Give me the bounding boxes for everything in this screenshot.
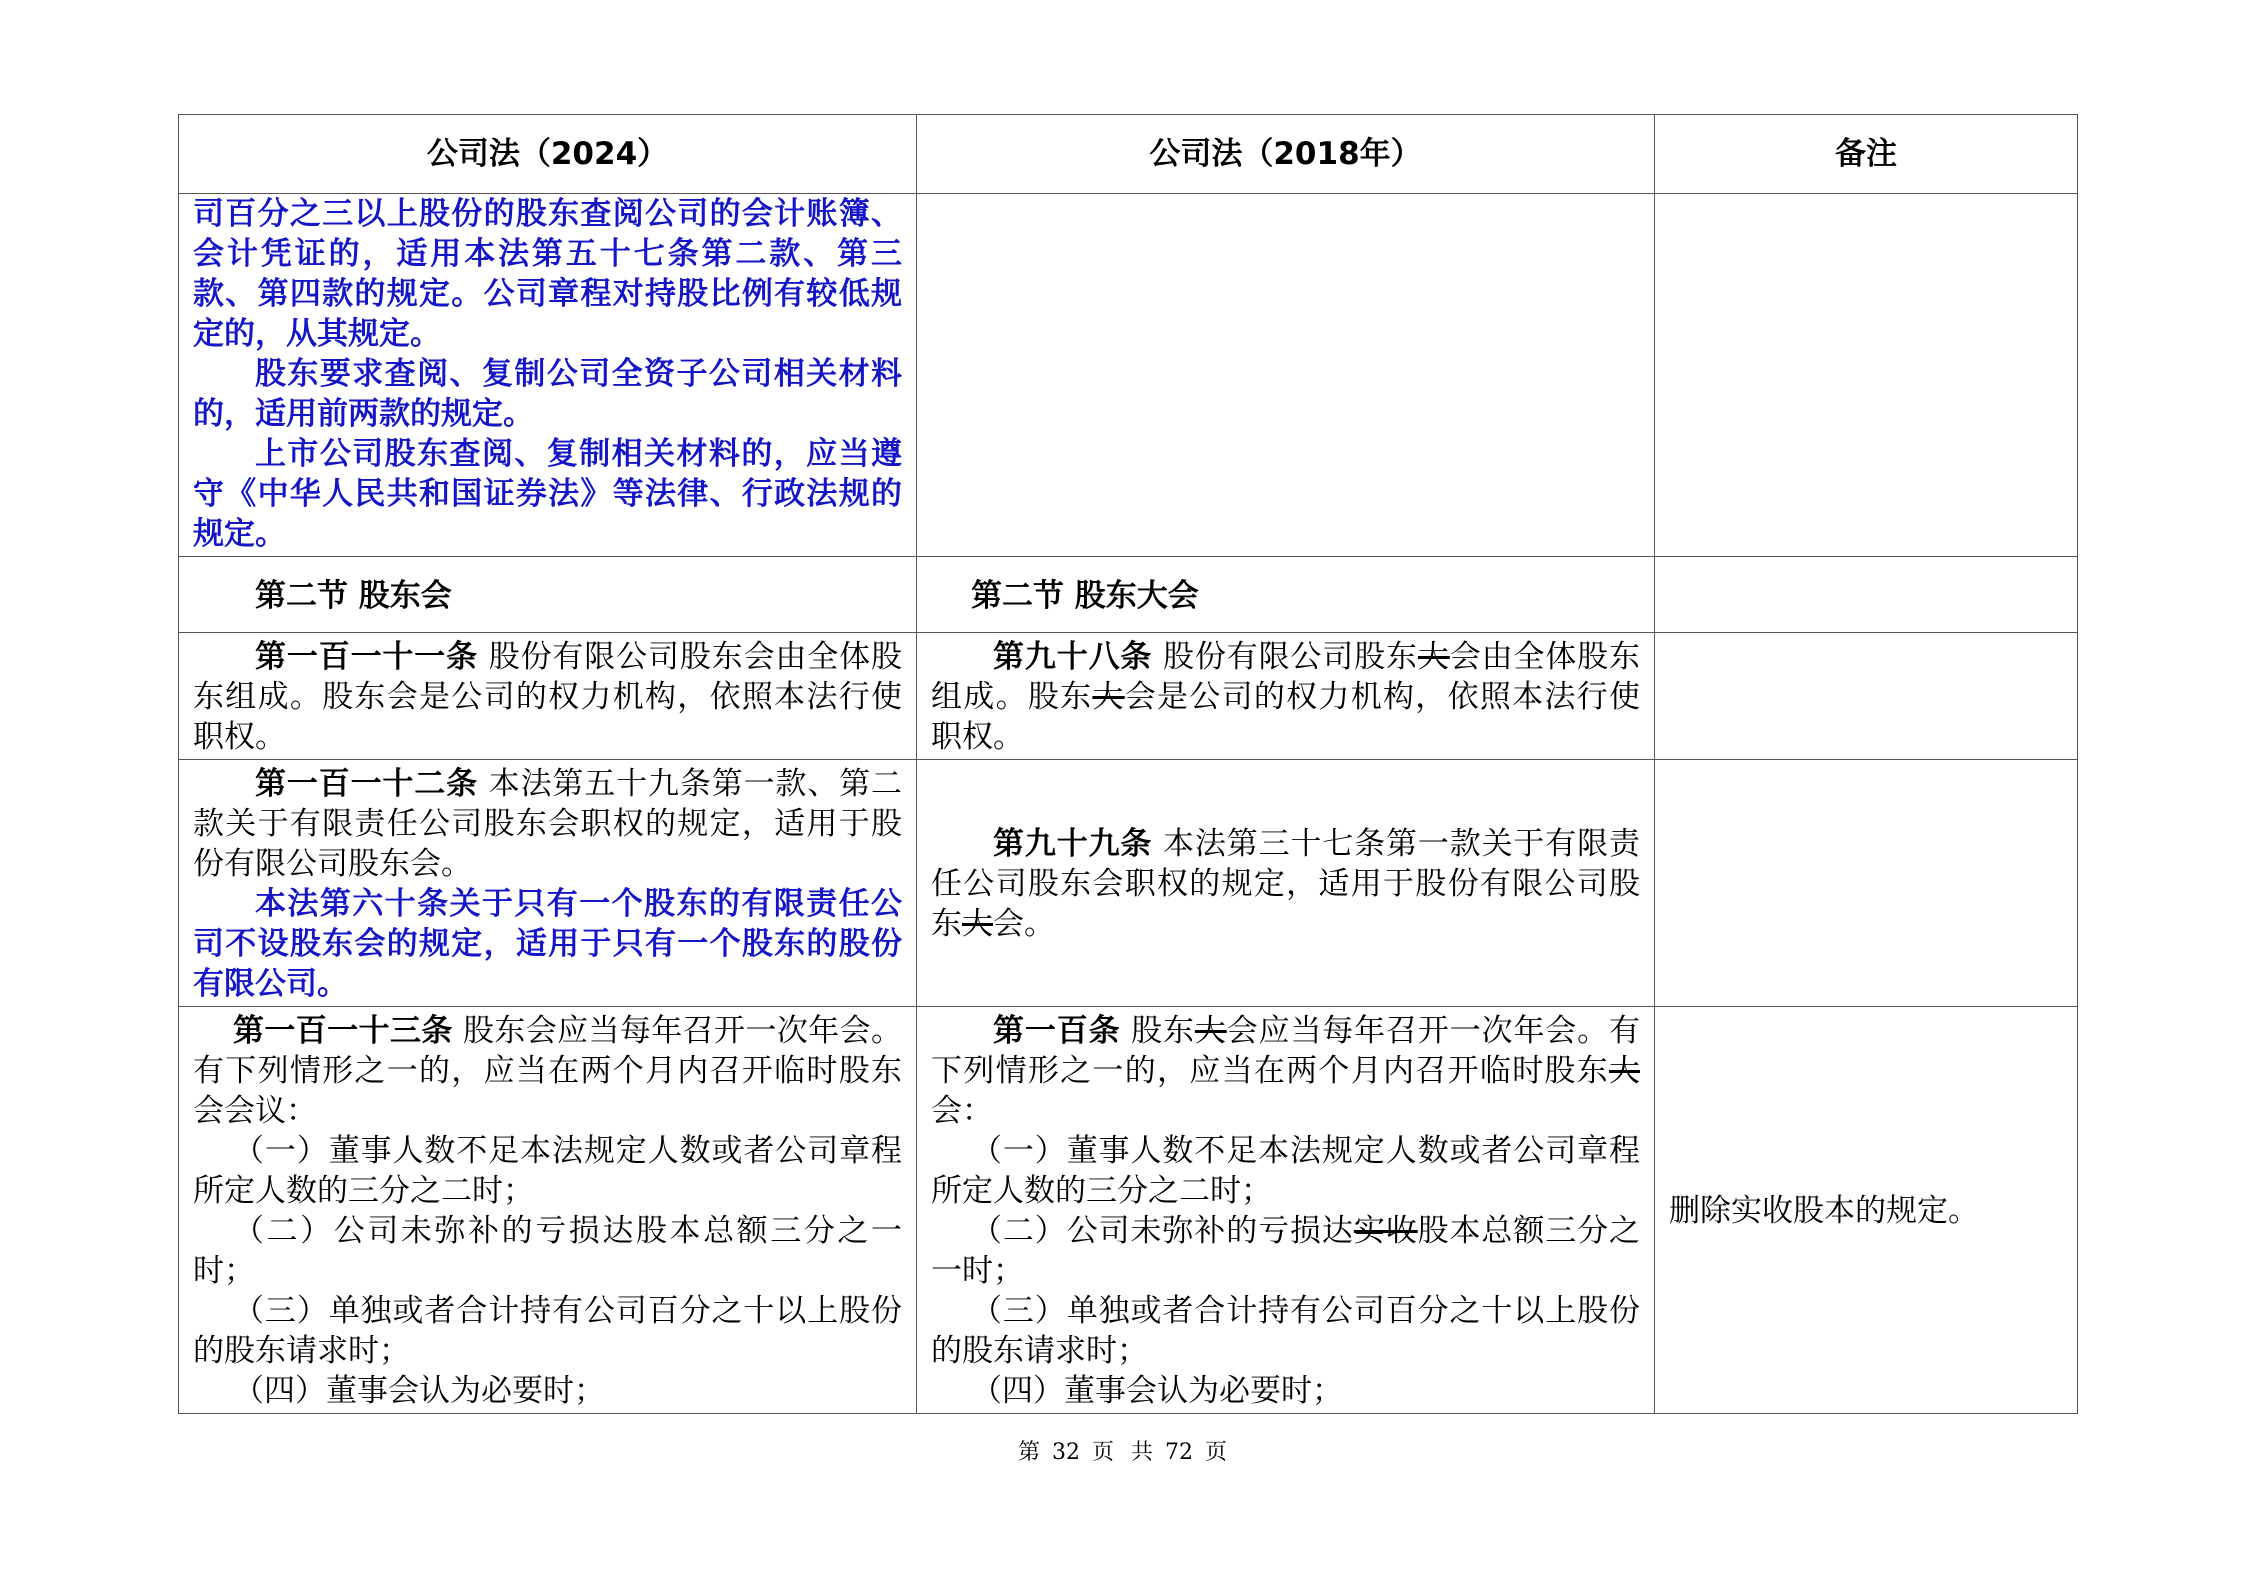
cell-2024: [179, 1007, 917, 1414]
article-text: 会由全体股东组成。股东: [931, 639, 1641, 715]
article-text: （二）公司未弥补的亏损达: [971, 1213, 1354, 1249]
page-footer: [0, 1435, 2245, 1466]
article-text: 会：: [931, 1093, 993, 1129]
article-text: 股份有限公司股东会由全体股东组成。股东会是公司的权力机构，依照本法行使职权。: [193, 639, 902, 755]
cell-2024: [179, 194, 917, 557]
article-text: 股东会应当每年召开一次年会。有下列情形之一的，应当在两个月内召开临时股东会会议：: [193, 1013, 902, 1129]
cell-2018: [917, 760, 1655, 1007]
list-item: [931, 1211, 1640, 1291]
paragraph: 本法第六十条关于只有一个股东的有限责任公司不设股东会的规定，适用于只有一个股东的股份有限公司。: [193, 886, 902, 1002]
paragraph: [193, 764, 902, 884]
article-text: 会是公司的权力机构，依照本法行使职权。: [931, 679, 1641, 755]
list-item: （一）董事人数不足本法规定人数或者公司章程所定人数的三分之二时；: [931, 1133, 1640, 1209]
deleted-text: 大: [1609, 1053, 1640, 1089]
article-number: 第一百一十二条: [255, 766, 478, 802]
header-remarks: 备注: [1655, 115, 2078, 194]
paragraph: 司百分之三以上股份的股东查阅公司的会计账簿、会计凭证的，适用本法第五十七条第二款、第三款、第四款的规定。公司章程对持股比例有较低规定的，从其规定。: [193, 196, 902, 352]
list-item: （四）董事会认为必要时；: [233, 1373, 605, 1409]
list-item: （一）董事人数不足本法规定人数或者公司章程所定人数的三分之二时；: [193, 1133, 902, 1209]
deleted-text: 大: [1194, 1013, 1227, 1049]
article-text: 本法第三十七条第一款关于有限责任公司股东会职权的规定，适用于股份有限公司股东: [931, 826, 1641, 942]
article-number: 第九十八条: [993, 639, 1153, 675]
table-row: [179, 1007, 2078, 1414]
paragraph: 股东要求查阅、复制公司全资子公司相关材料的，适用前两款的规定。: [193, 356, 902, 432]
cell-2018: [917, 633, 1655, 760]
article-number: 第一百条: [993, 1013, 1121, 1049]
cell-remarks: [1655, 194, 2078, 557]
page-label: 页 共: [1092, 1440, 1153, 1465]
header-2018: 公司法（2018年）: [917, 115, 1655, 194]
section-title-2018: 第二节 股东大会: [917, 557, 1655, 633]
page-label: 页: [1205, 1440, 1228, 1465]
list-item: （四）董事会认为必要时；: [971, 1373, 1343, 1409]
table-row: [179, 760, 2078, 1007]
list-item: （三）单独或者合计持有公司百分之十以上股份的股东请求时；: [931, 1293, 1640, 1369]
cell-2018: [917, 194, 1655, 557]
article-text: 本法第五十九条第一款、第二款关于有限责任公司股东会职权的规定，适用于股份有限公司股东会。: [193, 766, 902, 882]
page-label: 第: [1017, 1440, 1040, 1465]
cell-2024: [179, 633, 917, 760]
deleted-text: 大: [1092, 679, 1125, 715]
table-row: [179, 194, 2078, 557]
article-text: 会应当每年召开一次年会。有下列情形之一的，应当在两个月内召开临时股东: [931, 1013, 1641, 1089]
deleted-text: 实收: [1353, 1213, 1418, 1249]
article-text: 会。: [993, 906, 1055, 942]
table-row: [179, 633, 2078, 760]
cell-remarks: 删除实收股本的规定。: [1655, 1007, 2078, 1414]
list-item: （二）公司未弥补的亏损达股本总额三分之一时；: [193, 1213, 902, 1289]
cell-remarks: [1655, 633, 2078, 760]
list-item: （三）单独或者合计持有公司百分之十以上股份的股东请求时；: [193, 1293, 902, 1369]
cell-remarks: [1655, 557, 2078, 633]
article-text: 股份有限公司股东: [1152, 639, 1418, 675]
article-text: 股本总额三分之一时；: [931, 1213, 1641, 1289]
article-number: 第九十九条: [993, 826, 1153, 862]
cell-remarks: [1655, 760, 2078, 1007]
paragraph: [931, 1011, 1640, 1131]
page-number: 32: [1052, 1440, 1080, 1465]
section-title-2024: 第二节 股东会: [179, 557, 917, 633]
paragraph: [931, 637, 1640, 757]
article-number: 第一百一十三条: [233, 1013, 453, 1049]
cell-2018: [917, 1007, 1655, 1414]
cell-2024: [179, 760, 917, 1007]
page-total: 72: [1165, 1440, 1193, 1465]
header-row: [179, 115, 2078, 194]
deleted-text: 大: [1417, 639, 1450, 675]
header-2024: 公司法（2024）: [179, 115, 917, 194]
paragraph: [193, 1011, 902, 1131]
article-text: 股东: [1120, 1013, 1195, 1049]
paragraph: [193, 637, 902, 757]
article-number: 第一百一十一条: [255, 639, 478, 675]
comparison-table: [178, 114, 2078, 1414]
paragraph: 上市公司股东查阅、复制相关材料的，应当遵守《中华人民共和国证券法》等法律、行政法规的规定。: [193, 436, 902, 552]
deleted-text: 大: [962, 906, 993, 942]
paragraph: [931, 824, 1640, 944]
table-row: [179, 557, 2078, 633]
